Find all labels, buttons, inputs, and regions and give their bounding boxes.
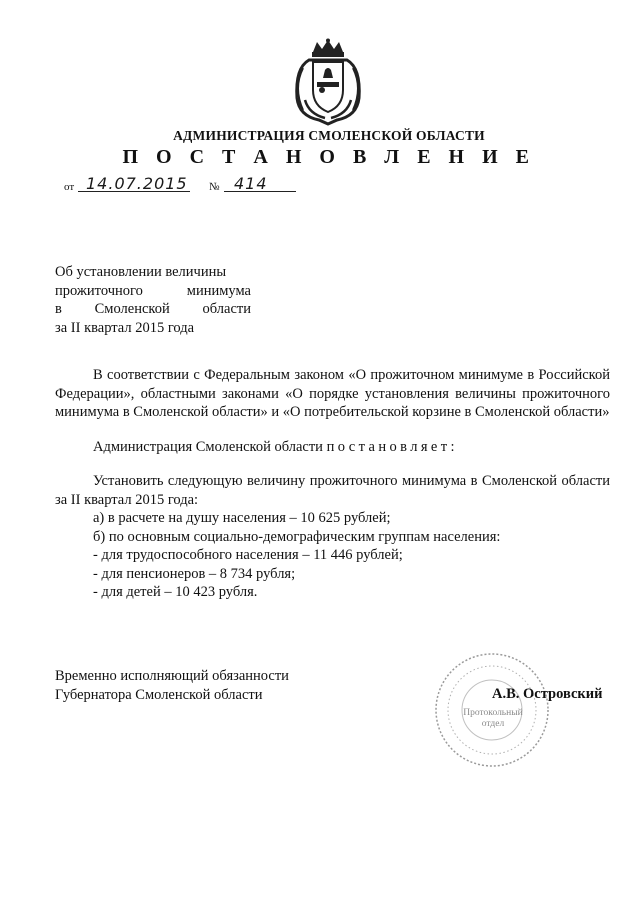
subject-line: Об установлении величины [55, 264, 227, 280]
establish-paragraph: Установить следующую величину прожиточного минимума в Смоленской области за II квартал 2015 года: [55, 473, 610, 508]
resolves-word: постановляет: [326, 438, 458, 455]
subject-line: за II квартал 2015 года [55, 319, 195, 336]
list-item: - для трудоспособного населения – 11 446 рублей; [93, 547, 403, 563]
from-label: от [64, 181, 75, 193]
subject-line: прожиточного минимума [55, 282, 251, 299]
signer-position-line: Временно исполняющий обязанности [55, 668, 289, 684]
coat-of-arms-icon [289, 38, 367, 126]
stamp-text: Протокольный отдел [463, 708, 523, 729]
signer-position [55, 667, 289, 704]
subject-line: в Смоленской области [55, 301, 251, 317]
date-number-line [64, 176, 304, 196]
number-label: № [209, 181, 220, 193]
document-body [55, 366, 610, 602]
list-item: - для пенсионеров – 8 734 рубля; [93, 565, 296, 582]
signer-position-line: Губернатора Смоленской области [55, 686, 263, 703]
resolves-paragraph [55, 438, 610, 457]
subject-block [55, 263, 251, 337]
list-item: - для детей – 10 423 рубля. [93, 584, 258, 600]
document-title: П О С Т А Н О В Л Е Н И Е [122, 146, 536, 168]
handwritten-date: 14.07.2015 [86, 174, 188, 193]
list-item: б) по основным социально-демографическим группам населения: [93, 528, 501, 545]
resolves-lead: Администрация Смоленской области [93, 438, 323, 455]
list-item: а) в расчете на душу населения – 10 625 рублей; [93, 510, 391, 526]
handwritten-number: 414 [234, 174, 268, 193]
signer-name: А.В. Островский [492, 686, 603, 702]
organization-name: АДМИНИСТРАЦИЯ СМОЛЕНСКОЙ ОБЛАСТИ [173, 128, 485, 143]
preamble-paragraph: В соответствии с Федеральным законом «О прожиточном минимуме в Российской Федерации», областными законами «О порядке установления величины прожиточного минимума в Смоленской области» и «О потребительской корзине в Смоленской области» [55, 367, 610, 420]
